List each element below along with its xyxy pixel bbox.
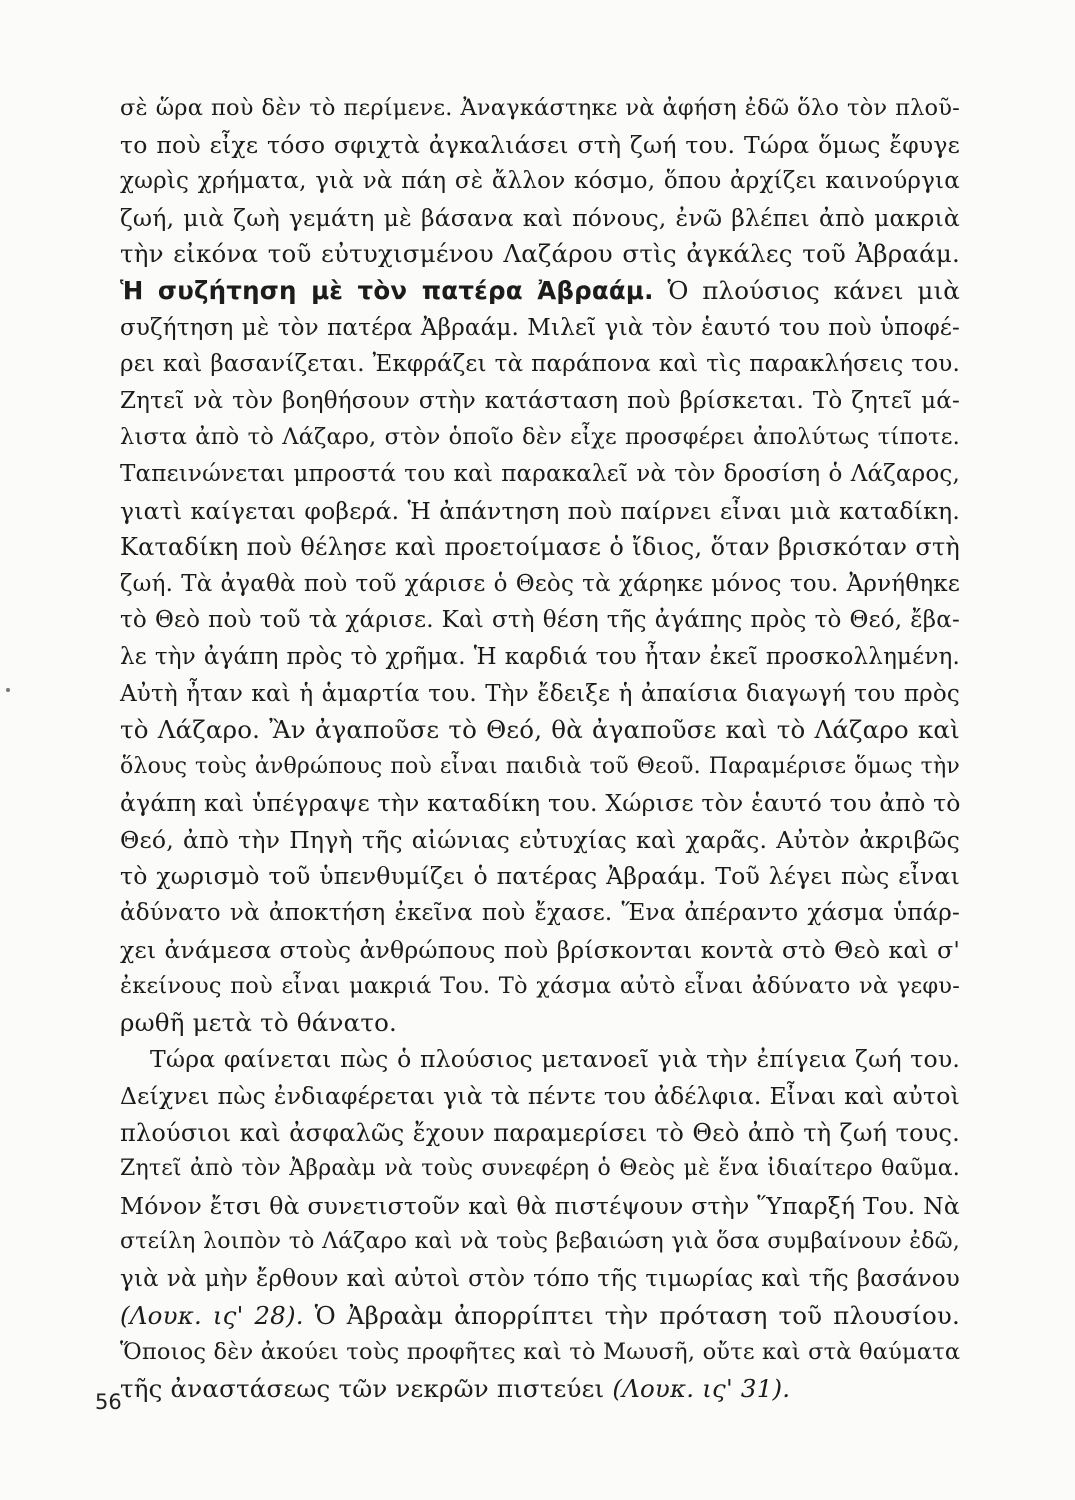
line-text: Ταπεινώνεται μπροστά του καὶ παρακαλεῖ νὰ τὸν δροσίση ὁ Λάζαρος, xyxy=(120,460,960,487)
text-line xyxy=(120,200,960,237)
body-text xyxy=(120,90,960,1407)
line-text: τὸ Θεὸ ποὺ τοῦ τὰ χάρισε. Καὶ στὴ θέση τῆς ἀγάπης πρὸς τὸ Θεό, ἔβα- xyxy=(120,607,960,634)
text-line xyxy=(120,1041,960,1078)
line-text: Καταδίκη ποὺ θέλησε καὶ προετοίμασε ὁ ἴδιος, ὅταν βρισκόταν στὴ xyxy=(120,533,960,562)
line-text: Ζητεῖ νὰ τὸν βοηθήσουν στὴν κατάσταση ποὺ βρίσκεται. Τὸ ζητεῖ μά- xyxy=(120,387,960,414)
line-text: λιστα ἀπὸ τὸ Λάζαρο, στὸν ὁποῖο δὲν εἶχε προσφέρει ἀπολύτως τίποτε. xyxy=(120,424,960,451)
text-line xyxy=(120,1298,960,1335)
line-text: τῆς ἀναστάσεως τῶν νεκρῶν πιστεύει xyxy=(120,1373,605,1403)
line-text: Τώρα φαίνεται πὼς ὁ πλούσιος μετανοεῖ γιὰ τὴν ἐπίγεια ζωή του. xyxy=(150,1045,960,1074)
text-line xyxy=(120,712,960,749)
line-text: Θεό, ἀπὸ τὴν Πηγὴ τῆς αἰώνιας εὐτυχίας καὶ χαρᾶς. Αὐτὸν ἀκριβῶς xyxy=(120,825,960,854)
line-text: Ὁ Ἀβραὰμ ἀπορρίπτει τὴν πρόταση τοῦ πλουσίου. xyxy=(303,1300,960,1330)
line-text: Ὅποιος δὲν ἀκούει τοὺς προφῆτες καὶ τὸ Μωυσῆ, οὔτε καὶ στὰ θαύματα xyxy=(120,1339,961,1366)
line-text: ὅλους τοὺς ἀνθρώπους ποὺ εἶναι παιδιὰ τοῦ Θεοῦ. Παραμέρισε ὅμως τὴν xyxy=(120,753,960,779)
line-text: Ὁ πλούσιος κάνει μιὰ xyxy=(653,275,960,305)
line-text: ἀγάπη καὶ ὑπέγραψε τὴν καταδίκη του. Χώρισε τὸν ἑαυτό του ἀπὸ τὸ xyxy=(120,789,961,818)
line-text: Μόνον ἔτσι θὰ συνετιστοῦν καὶ θὰ πιστέψουν στὴν Ὕπαρξή Του. Νὰ xyxy=(120,1191,960,1220)
text-line xyxy=(120,529,960,566)
text-line xyxy=(120,968,960,1005)
text-line xyxy=(120,785,960,822)
line-text: Αὐτὴ ἦταν καὶ ἡ ἁμαρτία του. Τὴν ἔδειξε ἡ ἀπαίσια διαγωγή του πρὸς xyxy=(120,680,960,707)
text-line xyxy=(120,163,960,200)
text-line xyxy=(120,90,960,127)
line-text: ζωή. Τὰ ἀγαθὰ ποὺ τοῦ χάρισε ὁ Θεὸς τὰ χάρηκε μόνος του. Ἀρνήθηκε xyxy=(120,570,960,597)
text-line xyxy=(120,1078,960,1115)
text-line xyxy=(120,822,960,859)
line-text: ἀδύνατο νὰ ἀποκτήση ἐκεῖνα ποὺ ἔχασε. Ἕνα ἀπέραντο χάσμα ὑπάρ- xyxy=(120,900,960,927)
page-number: 56 xyxy=(95,1390,122,1414)
text-line xyxy=(120,419,960,456)
line-text: Ζητεῖ ἀπὸ τὸν Ἀβραὰμ νὰ τοὺς συνεφέρη ὁ Θεὸς μὲ ἕνα ἰδιαίτερο θαῦμα. xyxy=(120,1156,960,1182)
text-line xyxy=(120,273,960,310)
scripture-citation: (Λουκ. ις' 31). xyxy=(612,1373,791,1403)
line-text: σὲ ὥρα ποὺ δὲν τὸ περίμενε. Ἀναγκάστηκε νὰ ἀφήση ἐδῶ ὅλο τὸν πλοῦ- xyxy=(120,95,960,121)
text-line xyxy=(120,566,960,603)
section-heading: Ἡ συζήτηση μὲ τὸν πατέρα Ἀβραάμ. xyxy=(120,275,654,305)
text-line xyxy=(120,493,960,530)
line-text: συζήτηση μὲ τὸν πατέρα Ἀβραάμ. Μιλεῖ γιὰ τὸν ἑαυτό του ποὺ ὑποφέ- xyxy=(120,314,960,341)
text-line xyxy=(120,639,960,676)
text-line xyxy=(120,383,960,420)
text-line xyxy=(120,749,960,786)
line-text: λε τὴν ἀγάπη πρὸς τὸ χρῆμα. Ἡ καρδιά του ἦταν ἐκεῖ προσκολλημένη. xyxy=(120,643,960,670)
text-line xyxy=(120,1224,960,1261)
line-text: γιατὶ καίγεται φοβερά. Ἡ ἀπάντηση ποὺ παίρνει εἶναι μιὰ καταδίκη. xyxy=(120,496,960,525)
line-text: ρει καὶ βασανίζεται. Ἐκφράζει τὰ παράπονα καὶ τὶς παρακλήσεις του. xyxy=(120,351,960,378)
scan-speck xyxy=(6,688,10,692)
text-line xyxy=(120,1005,960,1042)
line-text: στείλη λοιπὸν τὸ Λάζαρο καὶ νὰ τοὺς βεβαιώση γιὰ ὅσα συμβαίνουν ἐδῶ, xyxy=(120,1229,960,1255)
text-line xyxy=(120,676,960,713)
text-line xyxy=(120,127,960,164)
line-text: χει ἀνάμεσα στοὺς ἀνθρώπους ποὺ βρίσκονται κοντὰ στὸ Θεὸ καὶ σ' xyxy=(120,935,960,964)
text-line xyxy=(120,1151,960,1188)
line-text: ἐκείνους ποὺ εἶναι μακριά Του. Τὸ χάσμα αὐτὸ εἶναι ἀδύνατο νὰ γεφυ- xyxy=(120,973,960,1000)
text-line xyxy=(120,1261,960,1298)
text-line xyxy=(120,895,960,932)
text-line xyxy=(120,456,960,493)
line-text: ρωθῆ μετὰ τὸ θάνατο. xyxy=(120,1007,398,1037)
line-text: ζωή, μιὰ ζωὴ γεμάτη μὲ βάσανα καὶ πόνους, ἐνῶ βλέπει ἀπὸ μακριὰ xyxy=(120,203,960,232)
line-text: γιὰ νὰ μὴν ἔρθουν καὶ αὐτοὶ στὸν τόπο τῆς τιμωρίας καὶ τῆς βασάνου xyxy=(120,1266,960,1292)
text-line xyxy=(120,236,960,273)
line-text: το ποὺ εἶχε τόσο σφιχτὰ ἀγκαλιάσει στὴ ζωή του. Τώρα ὅμως ἔφυγε xyxy=(120,130,960,159)
text-line xyxy=(120,1115,960,1152)
text-line xyxy=(120,310,960,347)
text-line xyxy=(120,602,960,639)
line-text: τὸ χωρισμὸ τοῦ ὑπενθυμίζει ὁ πατέρας Ἀβραάμ. Τοῦ λέγει πὼς εἶναι xyxy=(120,862,960,891)
line-text: χωρὶς χρήματα, γιὰ νὰ πάη σὲ ἄλλον κόσμο, ὅπου ἀρχίζει καινούργια xyxy=(120,168,960,195)
line-text: Δείχνει πὼς ἐνδιαφέρεται γιὰ τὰ πέντε του ἀδέλφια. Εἶναι καὶ αὐτοὶ xyxy=(120,1082,960,1111)
text-line xyxy=(120,1371,960,1408)
text-line xyxy=(120,1188,960,1225)
scripture-citation: (Λουκ. ις' 28). xyxy=(120,1300,304,1330)
text-line xyxy=(120,1334,960,1371)
line-text: τὴν εἰκόνα τοῦ εὐτυχισμένου Λαζάρου στὶς ἀγκάλες τοῦ Ἀβραάμ. xyxy=(120,239,960,269)
text-line xyxy=(120,346,960,383)
text-line xyxy=(120,932,960,969)
line-text: πλούσιοι καὶ ἀσφαλῶς ἔχουν παραμερίσει τὸ Θεὸ ἀπὸ τὴ ζωή τους. xyxy=(120,1118,960,1147)
line-text: τὸ Λάζαρο. Ἂν ἀγαποῦσε τὸ Θεό, θὰ ἀγαποῦσε καὶ τὸ Λάζαρο καὶ xyxy=(120,715,960,745)
text-line xyxy=(120,858,960,895)
